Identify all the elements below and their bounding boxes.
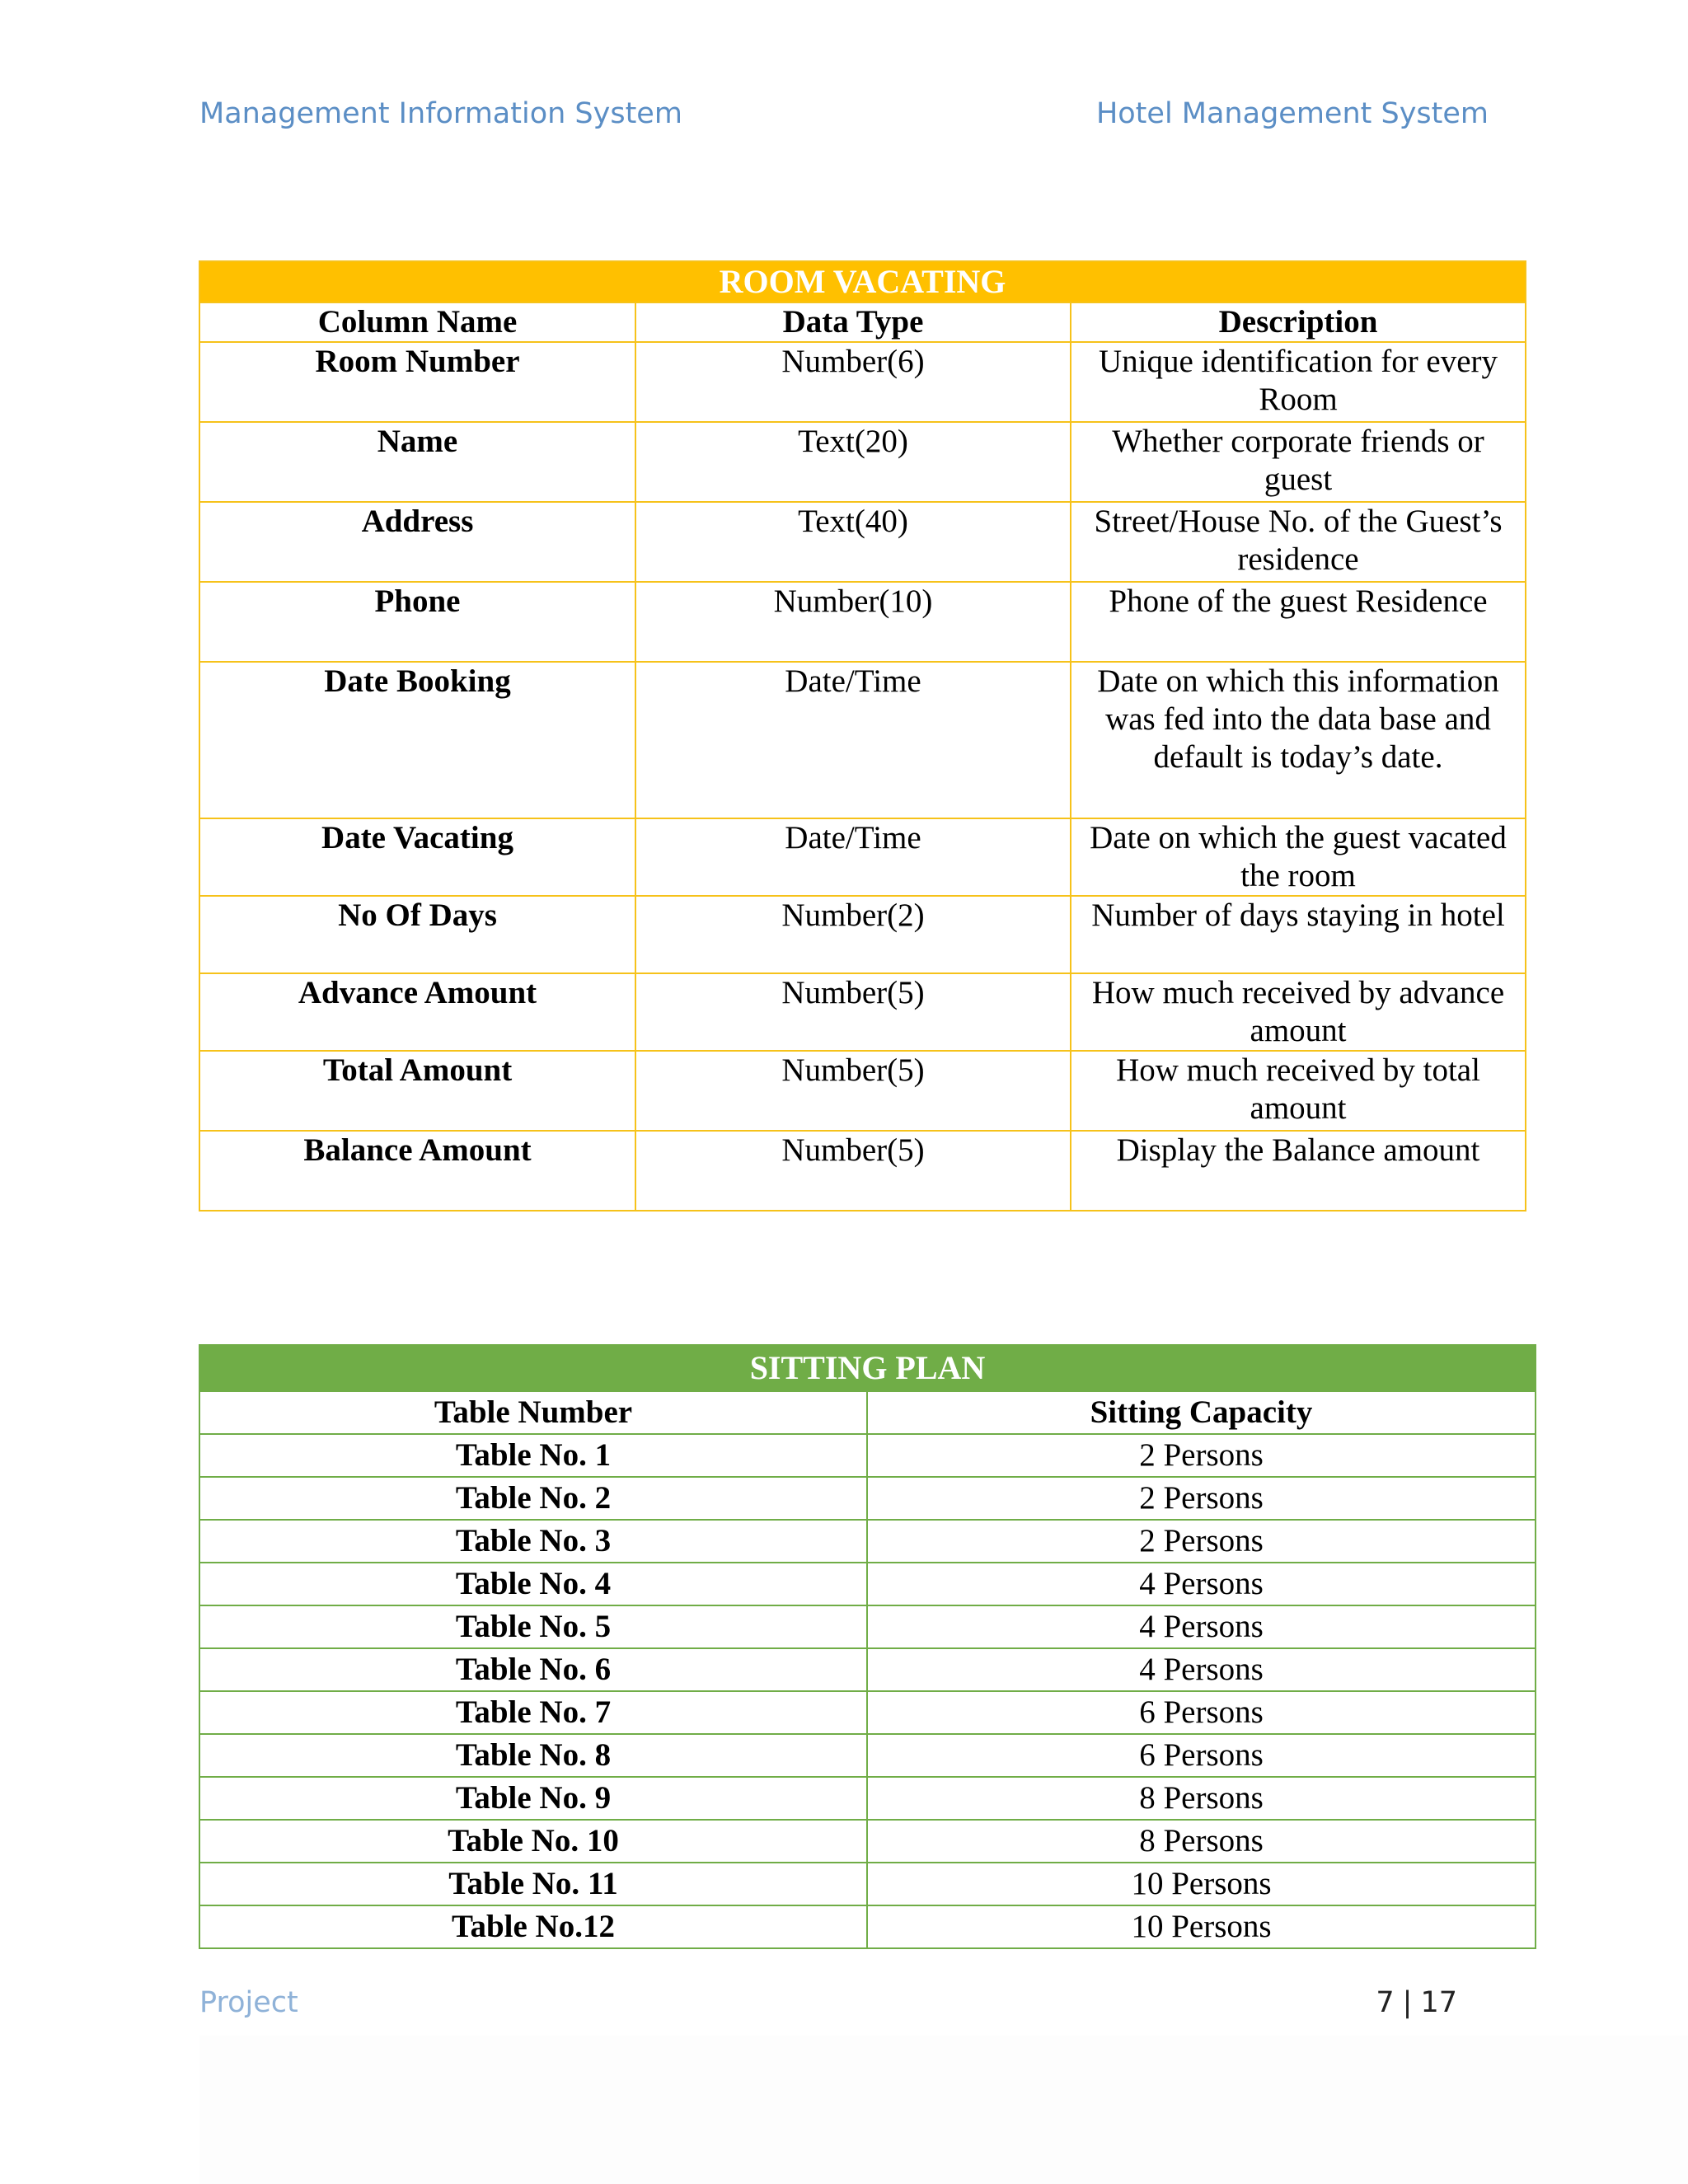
header-left-title: Management Information System xyxy=(199,97,682,130)
page-separator: | xyxy=(1402,1986,1413,2019)
table-row xyxy=(199,1820,1536,1863)
page-number xyxy=(1376,1986,1457,2019)
sitting-capacity: 6 Persons xyxy=(867,1734,1536,1777)
header-right-title: Hotel Management System xyxy=(1095,97,1489,130)
table-row xyxy=(199,422,1526,502)
field-type: Number(10) xyxy=(635,582,1071,662)
column-header-sitting-capacity: Sitting Capacity xyxy=(867,1391,1536,1434)
field-name: Room Number xyxy=(199,342,635,422)
table-row xyxy=(199,1863,1536,1905)
field-name: Date Booking xyxy=(199,662,635,818)
table-row xyxy=(199,973,1526,1051)
sitting-capacity: 4 Persons xyxy=(867,1648,1536,1691)
table-row xyxy=(199,1648,1536,1691)
field-type: Number(5) xyxy=(635,1131,1071,1211)
table-row xyxy=(199,1051,1526,1131)
table-row xyxy=(199,1734,1536,1777)
sitting-capacity: 2 Persons xyxy=(867,1434,1536,1477)
field-type: Number(6) xyxy=(635,342,1071,422)
table-number: Table No. 9 xyxy=(199,1777,867,1820)
field-type: Number(5) xyxy=(635,1051,1071,1131)
field-description: How much received by total amount xyxy=(1071,1051,1526,1131)
table-number: Table No.12 xyxy=(199,1905,867,1948)
sitting-plan-table xyxy=(199,1344,1536,1949)
field-name: Balance Amount xyxy=(199,1131,635,1211)
column-header-table-number: Table Number xyxy=(199,1391,867,1434)
table-number: Table No. 8 xyxy=(199,1734,867,1777)
table-number: Table No. 11 xyxy=(199,1863,867,1905)
field-name: Phone xyxy=(199,582,635,662)
table-row xyxy=(199,1477,1536,1520)
table-row xyxy=(199,818,1526,896)
field-description: Unique identification for every Room xyxy=(1071,342,1526,422)
field-description: Street/House No. of the Guest’s residence xyxy=(1071,502,1526,582)
sitting-capacity: 8 Persons xyxy=(867,1777,1536,1820)
table-row xyxy=(199,1131,1526,1211)
field-description: How much received by advance amount xyxy=(1071,973,1526,1051)
sitting-capacity: 10 Persons xyxy=(867,1905,1536,1948)
table-number: Table No. 1 xyxy=(199,1434,867,1477)
field-name: Date Vacating xyxy=(199,818,635,896)
table-row xyxy=(199,1520,1536,1563)
field-description: Display the Balance amount xyxy=(1071,1131,1526,1211)
table-number: Table No. 7 xyxy=(199,1691,867,1734)
field-type: Number(2) xyxy=(635,896,1071,973)
table-number: Table No. 4 xyxy=(199,1563,867,1605)
table-row xyxy=(199,342,1526,422)
field-description: Whether corporate friends or guest xyxy=(1071,422,1526,502)
table-row xyxy=(199,662,1526,818)
table-number: Table No. 3 xyxy=(199,1520,867,1563)
field-description: Phone of the guest Residence xyxy=(1071,582,1526,662)
table-row xyxy=(199,582,1526,662)
field-name: Total Amount xyxy=(199,1051,635,1131)
field-description: Date on which the guest vacated the room xyxy=(1071,818,1526,896)
column-header-description: Description xyxy=(1071,302,1526,342)
table-row xyxy=(199,502,1526,582)
sitting-capacity: 4 Persons xyxy=(867,1563,1536,1605)
field-type: Date/Time xyxy=(635,662,1071,818)
table-row xyxy=(199,1777,1536,1820)
table-row xyxy=(199,1563,1536,1605)
sitting-capacity: 2 Persons xyxy=(867,1520,1536,1563)
table-row xyxy=(199,1905,1536,1948)
field-type: Text(40) xyxy=(635,502,1071,582)
table-row xyxy=(199,1691,1536,1734)
sitting-capacity: 8 Persons xyxy=(867,1820,1536,1863)
field-name: No Of Days xyxy=(199,896,635,973)
table-number: Table No. 6 xyxy=(199,1648,867,1691)
sitting-capacity: 10 Persons xyxy=(867,1863,1536,1905)
field-description: Number of days staying in hotel xyxy=(1071,896,1526,973)
field-type: Date/Time xyxy=(635,818,1071,896)
total-pages: 17 xyxy=(1420,1986,1457,2019)
field-name: Name xyxy=(199,422,635,502)
field-name: Advance Amount xyxy=(199,973,635,1051)
table-number: Table No. 10 xyxy=(199,1820,867,1863)
column-header-type: Data Type xyxy=(635,302,1071,342)
current-page: 7 xyxy=(1376,1986,1395,2019)
field-type: Text(20) xyxy=(635,422,1071,502)
room-vacating-title: ROOM VACATING xyxy=(199,261,1526,302)
table-row xyxy=(199,1605,1536,1648)
sitting-capacity: 2 Persons xyxy=(867,1477,1536,1520)
sitting-plan-title: SITTING PLAN xyxy=(199,1345,1536,1391)
table-number: Table No. 5 xyxy=(199,1605,867,1648)
table-row xyxy=(199,896,1526,973)
page-bottom-area xyxy=(199,2036,1688,2184)
field-type: Number(5) xyxy=(635,973,1071,1051)
column-header-name: Column Name xyxy=(199,302,635,342)
table-number: Table No. 2 xyxy=(199,1477,867,1520)
footer-project-label: Project xyxy=(199,1986,298,2019)
table-row xyxy=(199,1434,1536,1477)
room-vacating-table xyxy=(199,260,1526,1212)
sitting-capacity: 4 Persons xyxy=(867,1605,1536,1648)
sitting-capacity: 6 Persons xyxy=(867,1691,1536,1734)
field-name: Address xyxy=(199,502,635,582)
field-description: Date on which this information was fed into the data base and default is today’s date. xyxy=(1071,662,1526,818)
